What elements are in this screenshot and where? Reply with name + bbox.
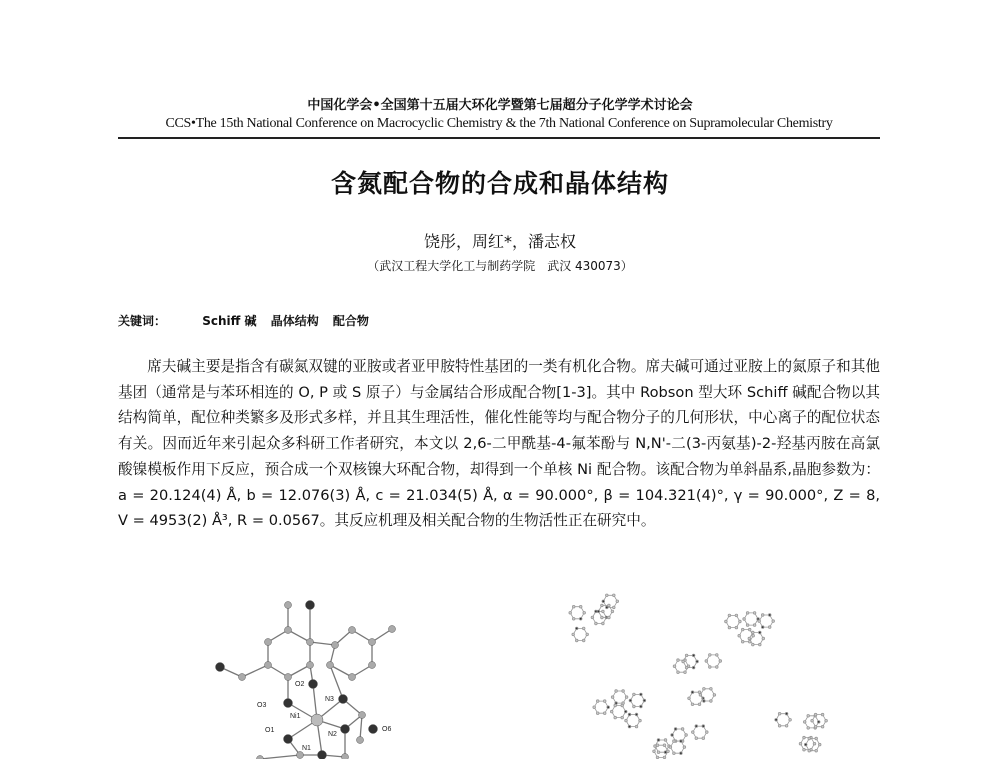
- atom: [768, 614, 771, 617]
- atom: [685, 734, 688, 737]
- atom: [614, 716, 617, 719]
- atom: [725, 620, 728, 623]
- atom: [614, 704, 617, 707]
- atom: [265, 662, 272, 669]
- atom: [710, 688, 713, 691]
- atom: [803, 736, 806, 739]
- atom: [629, 699, 632, 702]
- atom: [575, 639, 578, 642]
- atom: [285, 674, 292, 681]
- atom: [709, 666, 712, 669]
- atom: [713, 694, 716, 697]
- atom: [814, 713, 817, 716]
- atom: [285, 602, 292, 609]
- atom: [743, 618, 746, 621]
- atom-label: O6: [382, 726, 392, 733]
- atom: [748, 637, 751, 640]
- atom: [603, 700, 606, 703]
- molecule-ring: [726, 615, 740, 627]
- atom: [582, 639, 585, 642]
- atom: [673, 752, 676, 755]
- atom: [683, 746, 686, 749]
- crystal-packing-figure: [560, 585, 890, 759]
- atom: [339, 695, 348, 704]
- authors: 饶彤，周红*，潘志权: [423, 232, 576, 251]
- atom: [821, 713, 824, 716]
- atom: [695, 725, 698, 728]
- atom: [808, 737, 811, 740]
- atom: [579, 618, 582, 621]
- atom: [621, 704, 624, 707]
- atom: [785, 712, 788, 715]
- atom: [311, 714, 323, 726]
- molecular-structure-figure: [200, 585, 420, 759]
- atom: [815, 749, 818, 752]
- molecule-ring: [626, 715, 640, 727]
- atom: [706, 731, 709, 734]
- atom: [611, 696, 614, 699]
- atom: [593, 706, 596, 709]
- atom: [284, 699, 293, 708]
- atom: [719, 660, 722, 663]
- atom: [613, 606, 616, 609]
- atom: [625, 696, 628, 699]
- atom: [691, 703, 694, 706]
- atom: [716, 654, 719, 657]
- atom: [752, 634, 755, 637]
- atom: [681, 728, 684, 731]
- atom: [753, 612, 756, 615]
- atom: [610, 710, 613, 713]
- atom: [746, 624, 749, 627]
- atom: [285, 627, 292, 634]
- atom: [815, 737, 818, 740]
- atom: [628, 713, 631, 716]
- atom: [306, 601, 315, 610]
- atom: [698, 691, 701, 694]
- bond: [288, 630, 310, 642]
- atom: [622, 690, 625, 693]
- affiliation: （武汉工程大学化工与制药学院 武汉 430073）: [367, 259, 633, 273]
- atom: [682, 660, 685, 663]
- atom: [807, 727, 810, 730]
- atom-label: N2: [328, 731, 337, 738]
- atom: [739, 620, 742, 623]
- atom: [602, 600, 605, 603]
- atom: [611, 610, 614, 613]
- atom: [601, 604, 604, 607]
- atom: [674, 728, 677, 731]
- atom: [703, 688, 706, 691]
- atom: [656, 744, 659, 747]
- atom: [709, 654, 712, 657]
- atom: [685, 654, 688, 657]
- atom: [297, 752, 304, 759]
- atom: [239, 674, 246, 681]
- atom: [680, 752, 683, 755]
- atom: [761, 626, 764, 629]
- bond: [288, 665, 310, 677]
- molecule-ring: [744, 613, 758, 625]
- molecule-ring: [573, 628, 587, 640]
- atom: [807, 715, 810, 718]
- atom: [633, 705, 636, 708]
- atom: [825, 719, 828, 722]
- atom: [633, 693, 636, 696]
- atom: [813, 742, 816, 745]
- atom: [691, 691, 694, 694]
- atom: [582, 627, 585, 630]
- atom: [702, 725, 705, 728]
- atom: [643, 699, 646, 702]
- keyword: Schiff 碱: [202, 314, 257, 328]
- molecule-ring: [700, 689, 714, 701]
- atom: [669, 746, 672, 749]
- atom-label: Ni1: [290, 713, 301, 720]
- atom: [332, 642, 339, 649]
- molecule-ring: [612, 706, 626, 718]
- atom: [657, 751, 660, 754]
- conference-title-en: CCS•The 15th National Conference on Macrocyclic Chemistry & the 7th National Conference on Supramolecular Chemistry: [165, 116, 833, 131]
- atom: [359, 712, 366, 719]
- atom: [257, 756, 264, 759]
- molecule-ring: [594, 701, 608, 713]
- atom: [579, 605, 582, 608]
- molecule-ring: [613, 691, 627, 703]
- atom-label: O1: [265, 727, 275, 734]
- bond: [330, 665, 343, 699]
- atom: [814, 725, 817, 728]
- atom: [586, 633, 589, 636]
- atom: [748, 628, 751, 631]
- atom: [667, 750, 670, 753]
- atom: [307, 662, 314, 669]
- atom: [695, 737, 698, 740]
- atom: [685, 666, 688, 669]
- atom: [799, 742, 802, 745]
- atom: [663, 756, 666, 759]
- atom: [216, 663, 225, 672]
- header-rule: [118, 137, 880, 139]
- atom: [716, 666, 719, 669]
- molecule-ring: [693, 726, 707, 738]
- molecule-ring: [776, 714, 790, 726]
- atom: [762, 637, 765, 640]
- atom: [357, 737, 364, 744]
- bond: [260, 755, 300, 759]
- atom: [635, 725, 638, 728]
- atom: [369, 725, 378, 734]
- atom: [803, 721, 806, 724]
- atom: [684, 671, 687, 674]
- atom: [735, 626, 738, 629]
- atom: [738, 634, 741, 637]
- paper-title: 含氮配合物的合成和晶体结构: [330, 169, 669, 198]
- atom: [698, 703, 701, 706]
- atom: [696, 660, 699, 663]
- atom: [615, 690, 618, 693]
- atom: [759, 643, 762, 646]
- atom: [785, 725, 788, 728]
- atom: [569, 612, 572, 615]
- atom: [699, 694, 702, 697]
- atom-label: O2: [295, 681, 305, 688]
- atom: [663, 744, 666, 747]
- atom: [608, 616, 611, 619]
- atom: [778, 712, 781, 715]
- body-paragraph: 席夫碱主要是指含有碳氮双键的亚胺或者亚甲胺特性基团的一类有机化合物。席夫碱可通过亚胺上的氮原子和其他基团（通常是与苯环相连的 O, P 或 S 原子）与金属结合形成配合物[1-3]。其中 Robson 型大环 Schiff 碱配合物以其结构简单，配位种类繁多及形式多样，并且其生理活性，催化性能等均与配合物分子的几何形状，中心离子的配位状态有关。因而近年来引起众多科研工作者研究，本文以 2,6-二甲酰基-4-氟苯酚与 N,N'-二(3-丙氨基)-2-羟基丙胺在高氯酸镍模板作用下反应，预合成一个双核镍大环配合物，却得到一个单核 Ni 配合物。该配合物为单斜晶系,晶胞参数为：a = 20.124(4) Å, b = 12.076(3) Å, c = 21.034(5) Å, α = 90.000°, β = 104.321(4)°, γ = 90.000°, Z = 8, V = 4953(2) Å³, R = 0.0567。其反应机理及相关配合物的生物活性正在研究中。: [118, 358, 880, 530]
- atom: [673, 740, 676, 743]
- atom: [572, 605, 575, 608]
- atom: [318, 751, 327, 759]
- atom: [775, 719, 778, 722]
- molecule-ring: [570, 607, 584, 619]
- atom: [342, 754, 349, 759]
- atom: [752, 643, 755, 646]
- atom: [710, 700, 713, 703]
- molecule-ring: [630, 694, 644, 706]
- atom: [640, 705, 643, 708]
- atom: [601, 616, 604, 619]
- atom: [595, 622, 598, 625]
- atom: [758, 620, 761, 623]
- atom: [671, 734, 674, 737]
- atom: [673, 665, 676, 668]
- atom: [583, 612, 586, 615]
- bond: [242, 665, 268, 677]
- atom: [677, 659, 680, 662]
- atom: [613, 594, 616, 597]
- atom: [761, 614, 764, 617]
- atom: [621, 716, 624, 719]
- atom: [309, 680, 318, 689]
- keyword: 晶体结构: [270, 314, 319, 328]
- atom: [803, 748, 806, 751]
- atom: [753, 624, 756, 627]
- atom: [657, 739, 660, 742]
- keywords: [118, 312, 379, 329]
- atom: [369, 662, 376, 669]
- atom: [572, 618, 575, 621]
- atom: [759, 631, 762, 634]
- atom: [653, 750, 656, 753]
- atom: [597, 610, 600, 613]
- atom: [702, 737, 705, 740]
- atom: [572, 633, 575, 636]
- atom: [603, 712, 606, 715]
- atom: [808, 749, 811, 752]
- atom: [389, 626, 396, 633]
- atom: [680, 740, 683, 743]
- molecule-ring: [670, 741, 684, 753]
- atom: [656, 756, 659, 759]
- atom: [768, 626, 771, 629]
- atom: [818, 743, 821, 746]
- atom: [741, 640, 744, 643]
- conference-title-cn: 中国化学会•全国第十五届大环化学暨第七届超分子化学学术讨论会: [307, 98, 693, 113]
- atom: [307, 639, 314, 646]
- atom: [602, 622, 605, 625]
- keyword: 配合物: [332, 314, 369, 328]
- atom: [284, 735, 293, 744]
- atom: [692, 654, 695, 657]
- keywords-label: 关键词：: [118, 314, 167, 328]
- atom: [602, 610, 605, 613]
- atom: [596, 712, 599, 715]
- atom: [748, 640, 751, 643]
- atom: [624, 710, 627, 713]
- atom: [728, 626, 731, 629]
- atom: [692, 666, 695, 669]
- atom-label: N3: [325, 696, 334, 703]
- atom: [265, 639, 272, 646]
- atom: [664, 739, 667, 742]
- bond: [310, 642, 335, 645]
- molecule-ring: [706, 655, 720, 667]
- atom: [692, 731, 695, 734]
- atom-label: N1: [302, 745, 311, 752]
- atom: [811, 719, 814, 722]
- atom: [778, 725, 781, 728]
- atom: [327, 662, 334, 669]
- atom: [728, 614, 731, 617]
- atom: [640, 693, 643, 696]
- atom: [741, 628, 744, 631]
- atom: [804, 743, 807, 746]
- atom: [817, 721, 820, 724]
- atom: [677, 671, 680, 674]
- atom: [607, 706, 610, 709]
- atom: [705, 660, 708, 663]
- atom-label: O3: [257, 702, 267, 709]
- atom: [341, 725, 350, 734]
- atom: [635, 713, 638, 716]
- bond: [360, 715, 362, 740]
- molecule-ring: [672, 729, 686, 741]
- atom: [821, 725, 824, 728]
- atom: [591, 616, 594, 619]
- atom: [349, 674, 356, 681]
- atom: [369, 639, 376, 646]
- atom: [575, 627, 578, 630]
- atom: [746, 612, 749, 615]
- atom: [703, 700, 706, 703]
- atom: [639, 719, 642, 722]
- atom: [606, 594, 609, 597]
- atom: [596, 700, 599, 703]
- atom: [688, 697, 691, 700]
- atom: [628, 725, 631, 728]
- atom: [616, 600, 619, 603]
- atom: [772, 620, 775, 623]
- atom: [625, 719, 628, 722]
- atom: [606, 606, 609, 609]
- atom: [789, 719, 792, 722]
- atom: [349, 627, 356, 634]
- molecule-ring: [759, 615, 773, 627]
- atom: [735, 614, 738, 617]
